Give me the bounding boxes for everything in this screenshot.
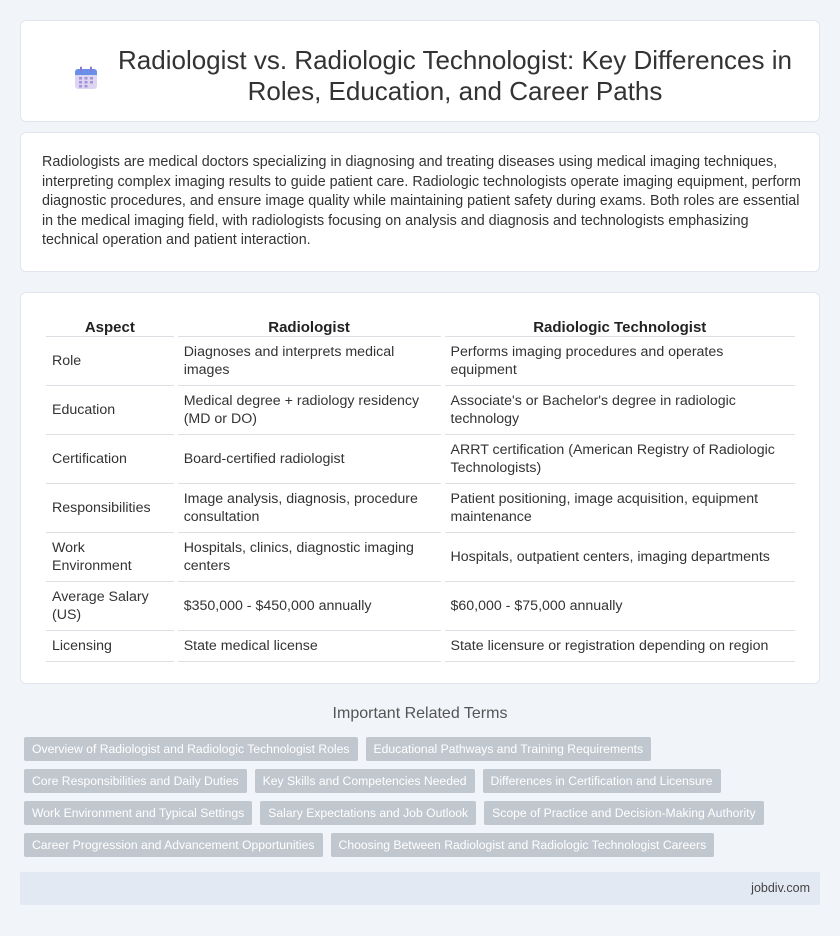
table-cell: ARRT certification (American Registry of Radiologic Technologists) [445,435,796,484]
table-cell: Licensing [46,631,174,662]
table-cell: Medical degree + radiology residency (MD or DO) [178,386,441,435]
header-technologist: Radiologic Technologist [445,315,796,337]
comparison-table [42,315,799,662]
table-cell: $60,000 - $75,000 annually [445,582,796,631]
table-row [46,533,795,582]
table-row [46,337,795,386]
related-tag[interactable]: Educational Pathways and Training Requirements [366,737,652,761]
related-tag[interactable]: Choosing Between Radiologist and Radiologic Technologist Careers [331,833,715,857]
table-cell: State medical license [178,631,441,662]
table-cell: Hospitals, outpatient centers, imaging departments [445,533,796,582]
table-cell: Image analysis, diagnosis, procedure consultation [178,484,441,533]
footer-site-link[interactable]: jobdiv.com [751,881,810,895]
table-row [46,386,795,435]
table-cell: Performs imaging procedures and operates equipment [445,337,796,386]
summary-text: Radiologists are medical doctors specializing in diagnosing and treating diseases using medical imaging techniques, interpreting complex imaging results to guide patient care. Radiologic technologists operate imaging equipment, perform diagnostic procedures, and ensure image quality while maintaining patient safety during exams. Both roles are essential in the medical imaging field, with radiologists focusing on analysis and diagnosis and technologists emphasizing technical operation and patient interaction. [42,154,801,248]
table-cell: Average Salary (US) [46,582,174,631]
table-cell: Hospitals, clinics, diagnostic imaging centers [178,533,441,582]
comparison-table-card [20,292,820,684]
table-cell: Certification [46,435,174,484]
related-tag[interactable]: Overview of Radiologist and Radiologic Technologist Roles [24,737,358,761]
related-tag[interactable]: Scope of Practice and Decision-Making Authority [484,801,764,825]
table-cell: Education [46,386,174,435]
table-cell: Patient positioning, image acquisition, equipment maintenance [445,484,796,533]
related-tag[interactable]: Key Skills and Competencies Needed [255,769,475,793]
page-title: Radiologist vs. Radiologic Technologist: Key Differences in Roles, Education, and Career Paths [118,45,792,106]
calendar-icon [74,66,98,90]
table-cell: Role [46,337,174,386]
header-radiologist: Radiologist [178,315,441,337]
table-cell: Associate's or Bachelor's degree in radiologic technology [445,386,796,435]
related-tag[interactable]: Salary Expectations and Job Outlook [260,801,476,825]
table-cell: State licensure or registration depending on region [445,631,796,662]
table-row [46,484,795,533]
related-tag[interactable]: Core Responsibilities and Daily Duties [24,769,247,793]
related-tag[interactable]: Career Progression and Advancement Opportunities [24,833,323,857]
related-tag[interactable]: Work Environment and Typical Settings [24,801,252,825]
table-cell: Work Environment [46,533,174,582]
table-header-row [46,315,795,337]
table-cell: $350,000 - $450,000 annually [178,582,441,631]
table-cell: Board-certified radiologist [178,435,441,484]
table-row [46,631,795,662]
footer [20,872,820,905]
table-cell: Responsibilities [46,484,174,533]
title-card [20,20,820,122]
related-tags-row [24,801,764,825]
related-tags-row [24,769,721,793]
table-row [46,582,795,631]
table-row [46,435,795,484]
header-aspect: Aspect [46,315,174,337]
table-cell: Diagnoses and interprets medical images [178,337,441,386]
related-terms-title: Important Related Terms [332,705,508,722]
summary-card [20,132,820,272]
related-tags-row [24,833,714,857]
related-tag[interactable]: Differences in Certification and Licensure [483,769,721,793]
related-tags-row [24,737,651,761]
